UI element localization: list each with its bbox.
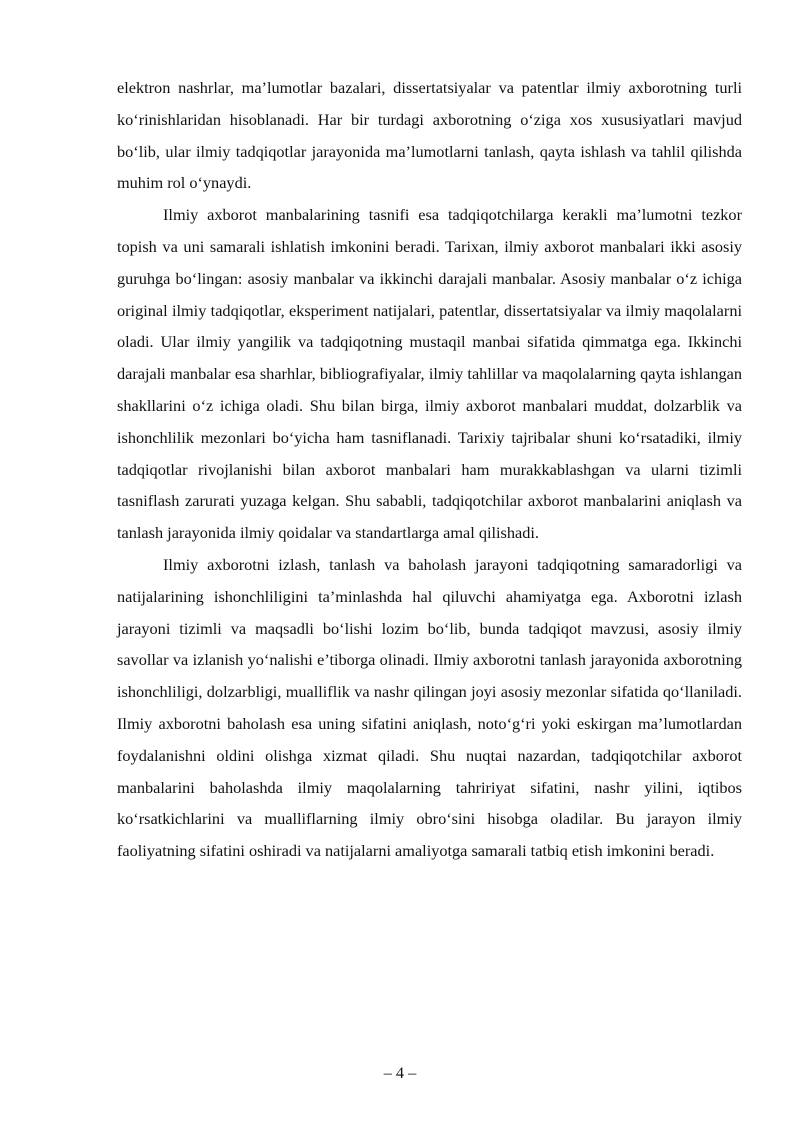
- page-number: – 4 –: [383, 1063, 417, 1082]
- document-page: [117, 72, 742, 867]
- paragraph-search-evaluation: Ilmiy axborotni izlash, tanlash va baholash jarayoni tadqiqotning samaradorligi va natijalarining ishonchliligini ta’minlashda hal qiluvchi ahamiyatga ega. Axborotni izlash jarayoni tizimli va maqsadli bo‘lishi lozim bo‘lib, bunda tadqiqot mavzusi, asosiy ilmiy savollar va izlanish yo‘nalishi e’tiborga olinadi. Ilmiy axborotni tanlash jarayonida axborotning ishonchliligi, dolzarbligi, mualliflik va nashr qilingan joyi asosiy mezonlar sifatida qo‘llaniladi. Ilmiy axborotni baholash esa uning sifatini aniqlash, noto‘g‘ri yoki eskirgan ma’lumotlardan foydalanishni oldini olishga xizmat qiladi. Shu nuqtai nazardan, tadqiqotchilar axborot manbalarini baholashda ilmiy maqolalarning tahririyat sifatini, nashr yilini, iqtibos ko‘rsatkichlarini va mualliflarning ilmiy obro‘sini hisobga oladilar. Bu jarayon ilmiy faoliyatning sifatini oshiradi va natijalarni amaliyotga samarali tatbiq etish imkonini beradi.: [117, 554, 742, 861]
- paragraph-continuation: elektron nashrlar, ma’lumotlar bazalari, dissertatsiyalar va patentlar ilmiy axborotning turli ko‘rinishlaridan hisoblanadi. Har bir turdagi axborotning o‘ziga xos xususiyatlari mavjud bo‘lib, ular ilmiy tadqiqotlar jarayonida ma’lumotlarni tanlash, qayta ishlash va tahlil qilishda muhim rol o‘ynaydi.: [117, 78, 742, 193]
- paragraph-source-classification: Ilmiy axborot manbalarining tasnifi esa tadqiqotchilarga kerakli ma’lumotni tezkor topish va uni samarali ishlatish imkonini beradi. Tarixan, ilmiy axborot manbalari ikki asosiy guruhga bo‘lingan: asosiy manbalar va ikkinchi darajali manbalar. Asosiy manbalar o‘z ichiga original ilmiy tadqiqotlar, eksperiment natijalari, patentlar, dissertatsiyalar va ilmiy maqolalarni oladi. Ular ilmiy yangilik va tadqiqotning mustaqil manbai sifatida qimmatga ega. Ikkinchi darajali manbalar esa sharhlar, bibliografiyalar, ilmiy tahlillar va maqolalarning qayta ishlangan shakllarini o‘z ichiga oladi. Shu bilan birga, ilmiy axborot manbalari muddat, dolzarblik va ishonchlilik mezonlari bo‘yicha ham tasniflanadi. Tarixiy tajribalar shuni ko‘rsatadiki, ilmiy tadqiqotlar rivojlanishi bilan axborot manbalari ham murakkablashgan va ularni tizimli tasniflash zarurati yuzaga kelgan. Shu sababli, tadqiqotchilar axborot manbalarini aniqlash va tanlash jarayonida ilmiy qoidalar va standartlarga amal qilishadi.: [117, 205, 742, 543]
